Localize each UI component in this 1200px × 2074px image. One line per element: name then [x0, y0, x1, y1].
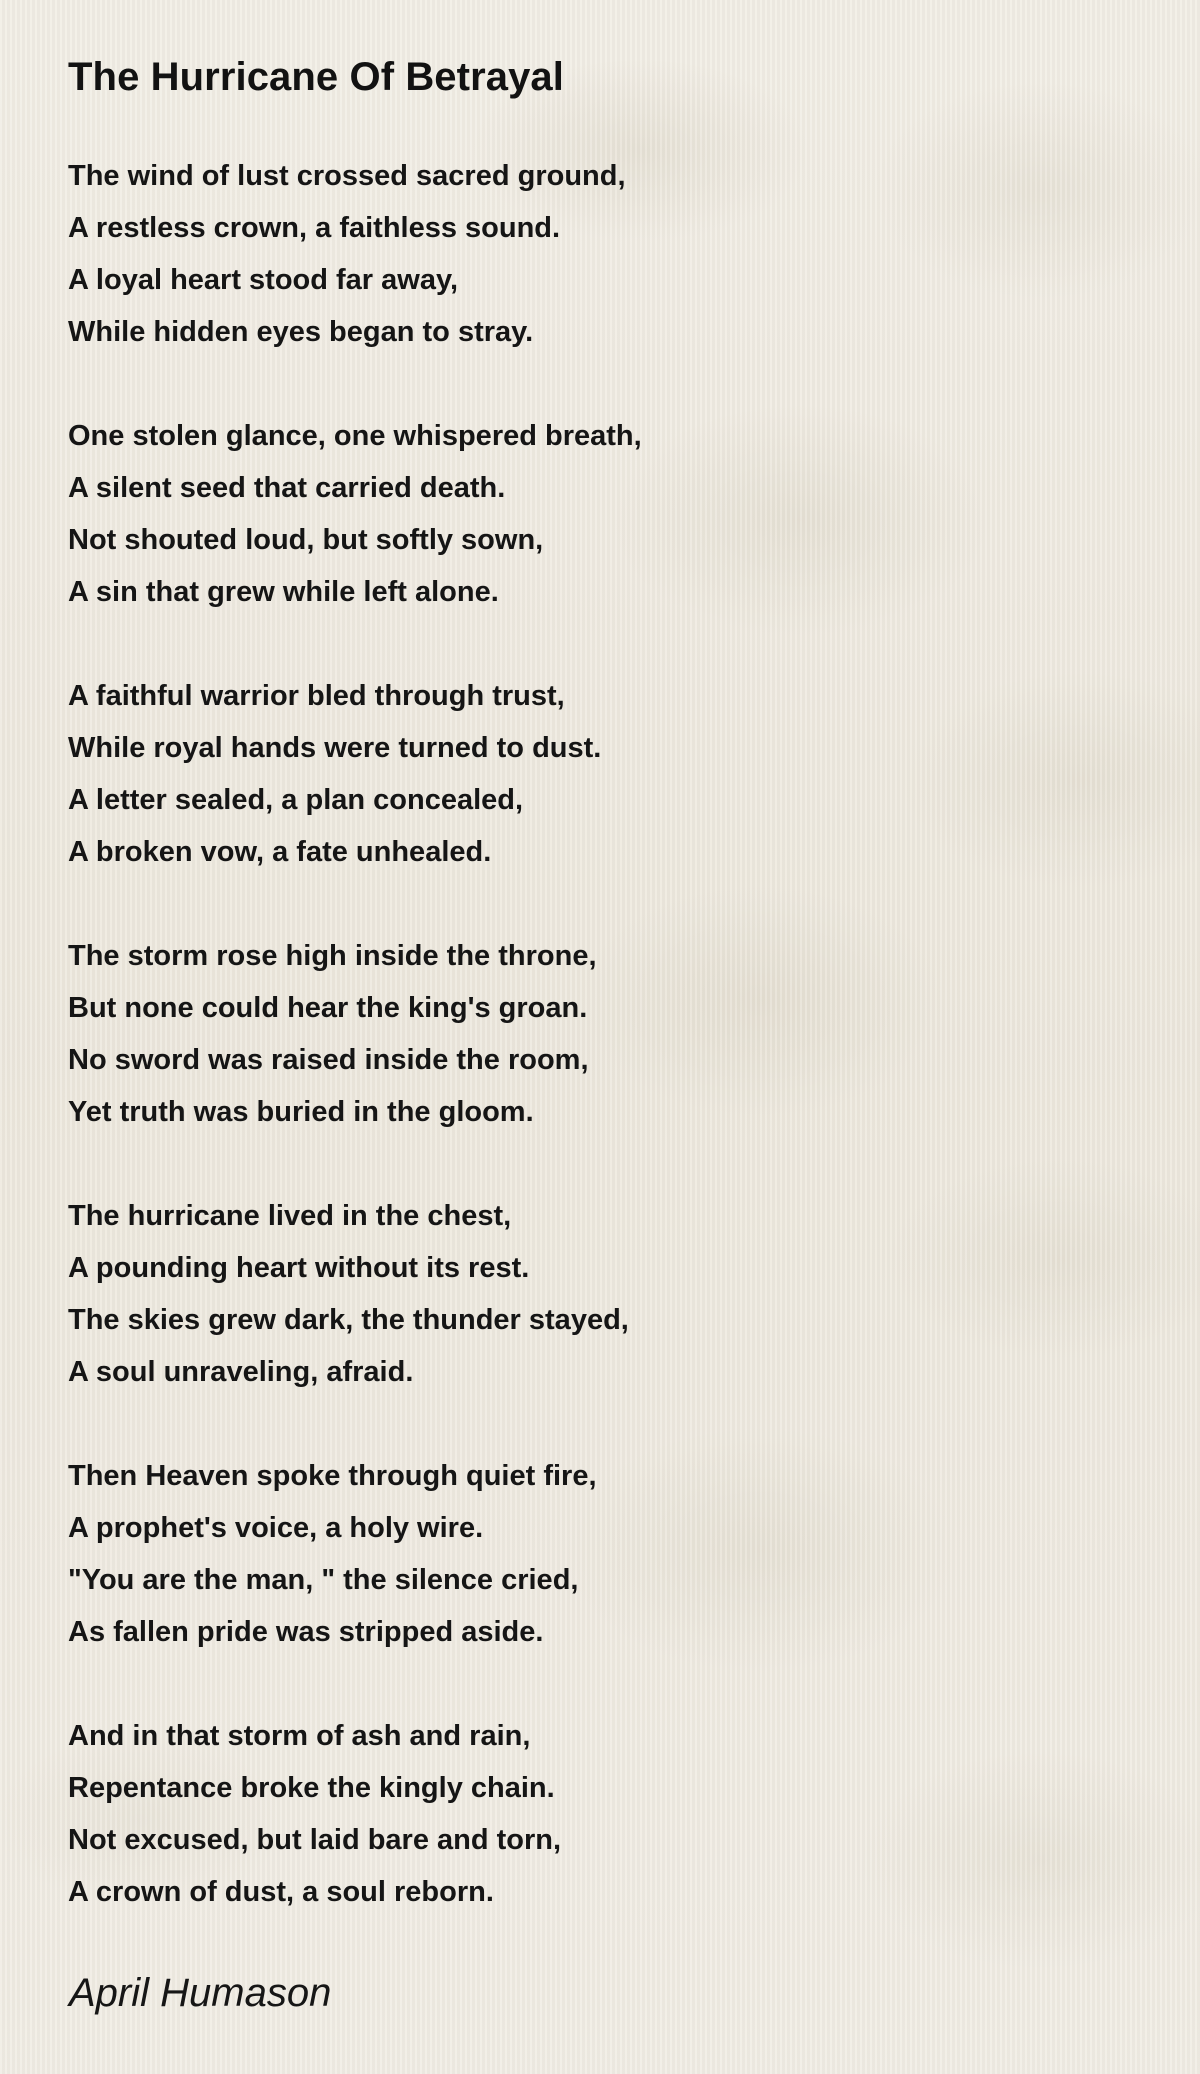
poem-line: Not excused, but laid bare and torn,	[68, 1824, 562, 1856]
poem-body	[68, 150, 928, 1970]
poem-line: A crown of dust, a soul reborn.	[68, 1876, 494, 1908]
stanza-7	[68, 1710, 928, 1918]
poem-line: A letter sealed, a plan concealed,	[68, 784, 524, 816]
poem-line: A restless crown, a faithless sound.	[68, 212, 561, 244]
poem-line: The wind of lust crossed sacred ground,	[68, 160, 626, 192]
poem-line: A soul unraveling, afraid.	[68, 1356, 414, 1388]
poem-line: As fallen pride was stripped aside.	[68, 1616, 544, 1648]
poem-line: A silent seed that carried death.	[68, 472, 506, 504]
poem-line: A sin that grew while left alone.	[68, 576, 499, 608]
poem-line: A faithful warrior bled through trust,	[68, 680, 565, 712]
poem-line: "You are the man, " the silence cried,	[68, 1564, 579, 1596]
poem-line: And in that storm of ash and rain,	[68, 1720, 531, 1752]
poem-line: The hurricane lived in the chest,	[68, 1200, 512, 1232]
poem-title: The Hurricane Of Betrayal	[68, 55, 564, 99]
poem-author: April Humason	[69, 1971, 332, 2015]
stanza-2	[68, 410, 928, 618]
poem-line: Yet truth was buried in the gloom.	[68, 1096, 534, 1128]
poem-line: While royal hands were turned to dust.	[68, 732, 602, 764]
poem-line: The skies grew dark, the thunder stayed,	[68, 1304, 629, 1336]
poem-line: But none could hear the king's groan.	[68, 992, 588, 1024]
poem-line: A pounding heart without its rest.	[68, 1252, 530, 1284]
poem-line: One stolen glance, one whispered breath,	[68, 420, 642, 452]
poem-line: Not shouted loud, but softly sown,	[68, 524, 544, 556]
poem-line: The storm rose high inside the throne,	[68, 940, 597, 972]
poem-line: A loyal heart stood far away,	[68, 264, 458, 296]
poem-line: Repentance broke the kingly chain.	[68, 1772, 555, 1804]
poem-line: While hidden eyes began to stray.	[68, 316, 534, 348]
stanza-1	[68, 150, 928, 358]
stanza-5	[68, 1190, 928, 1398]
poem-line: A prophet's voice, a holy wire.	[68, 1512, 484, 1544]
stanza-6	[68, 1450, 928, 1658]
poem-line: A broken vow, a fate unhealed.	[68, 836, 492, 868]
stanza-3	[68, 670, 928, 878]
stanza-4	[68, 930, 928, 1138]
poem-line: No sword was raised inside the room,	[68, 1044, 589, 1076]
poem-line: Then Heaven spoke through quiet fire,	[68, 1460, 597, 1492]
